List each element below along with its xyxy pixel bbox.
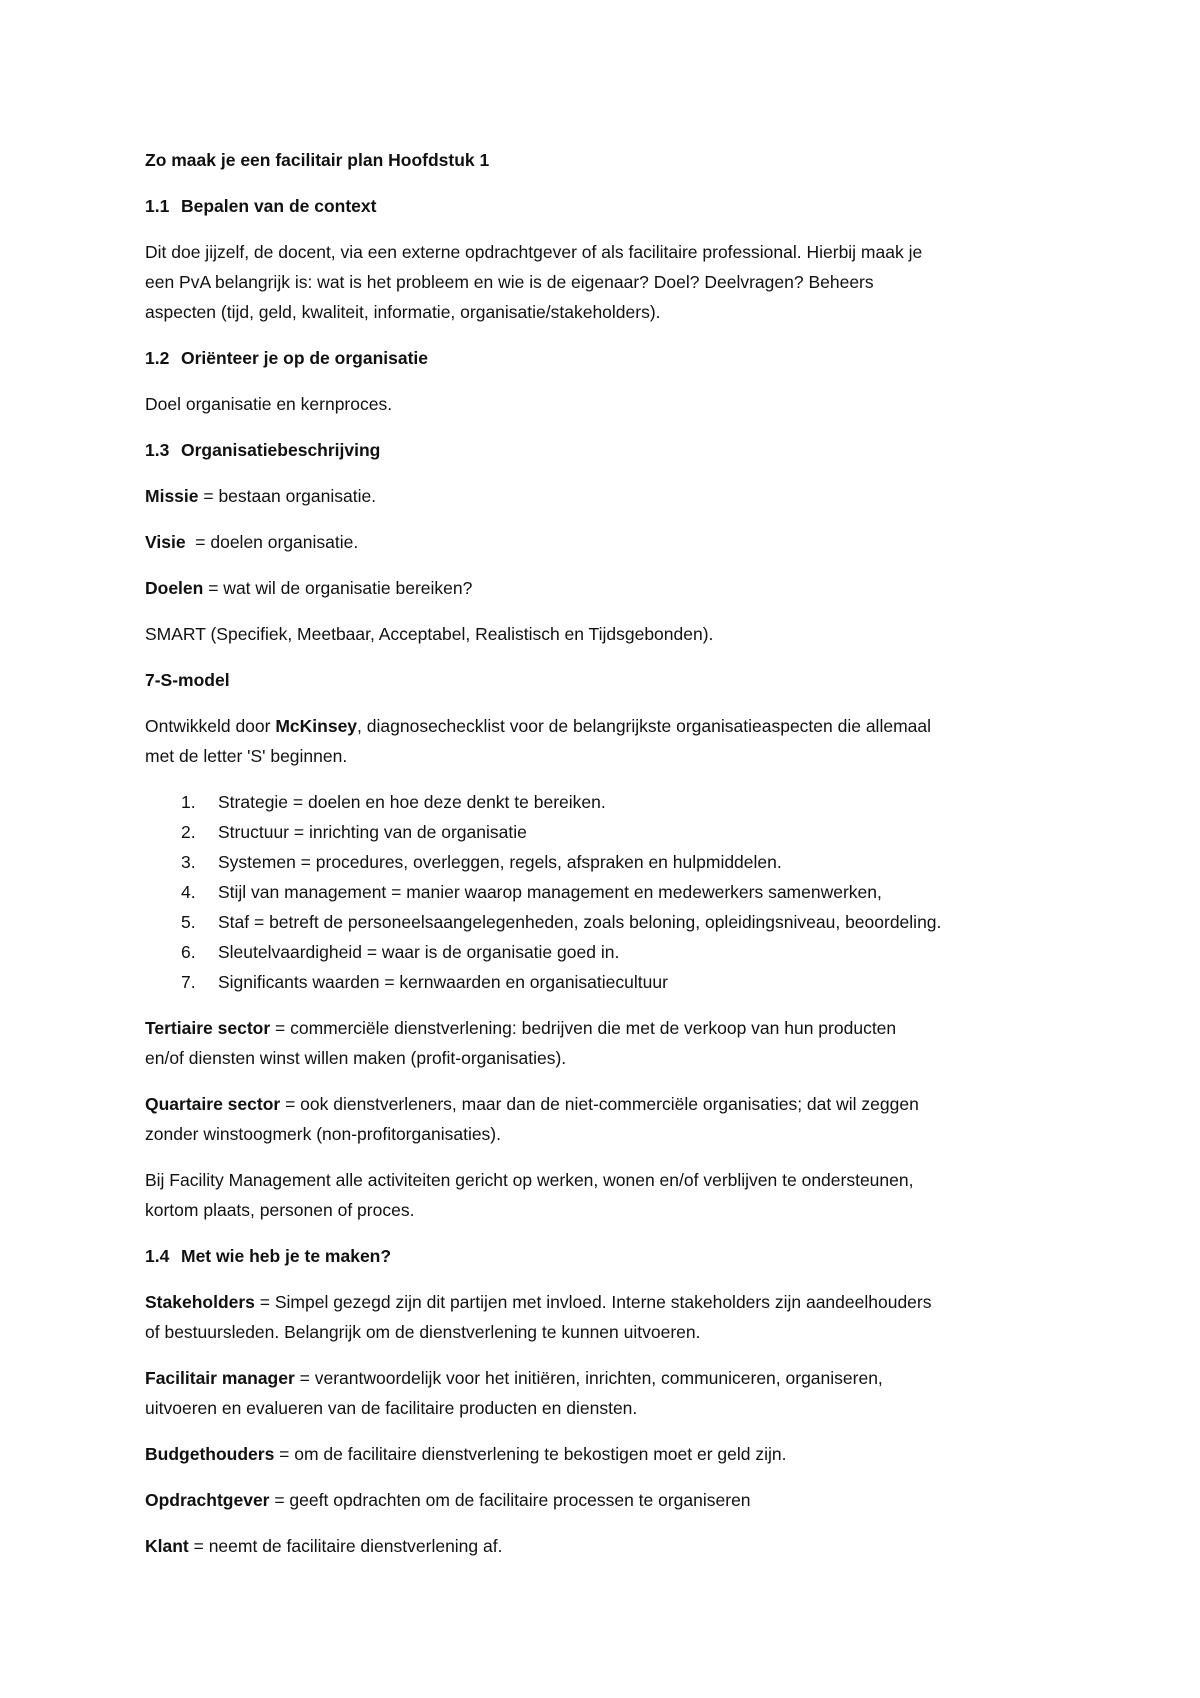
term: Budgethouders: [145, 1444, 275, 1464]
paragraph-facility-management: [145, 1165, 1065, 1225]
list-text: Structuur = inrichting van de organisatie: [218, 822, 527, 842]
definition-opdrachtgever: [145, 1485, 1065, 1515]
section-heading-1-1: [145, 191, 1065, 221]
section-heading-1-2: [145, 343, 1065, 373]
list-number: 7.: [181, 972, 196, 992]
paragraph-line: [145, 711, 1065, 741]
text-run: Ontwikkeld door: [145, 716, 276, 736]
section-number: 1.2: [145, 348, 170, 368]
definition-visie: [145, 527, 1065, 557]
paragraph-line: en/of diensten winst willen maken (profit-organisaties).: [145, 1048, 567, 1068]
section-title: Met wie heb je te maken?: [181, 1246, 392, 1266]
term: Quartaire sector: [145, 1094, 281, 1114]
7s-list: [145, 787, 1065, 997]
paragraph-line: aspecten (tijd, geld, kwaliteit, informatie, organisatie/stakeholders).: [145, 302, 661, 322]
section-heading-1-3: [145, 435, 1065, 465]
paragraph-7s-intro: [145, 711, 1065, 771]
definition: = commerciële dienstverlening: bedrijven die met de verkoop van hun producten: [270, 1018, 897, 1038]
section-title: Oriënteer je op de organisatie: [181, 348, 429, 368]
paragraph-line: een PvA belangrijk is: wat is het probleem en wie is de eigenaar? Doel? Deelvragen? Beheers: [145, 272, 874, 292]
subheading-7s-model: 7-S-model: [145, 670, 230, 690]
list-item: [145, 967, 1065, 997]
definition: = Simpel gezegd zijn dit partijen met invloed. Interne stakeholders zijn aandeelhouders: [254, 1292, 932, 1312]
term: McKinsey: [275, 716, 358, 736]
paragraph-line: [145, 1089, 1065, 1119]
list-text: Systemen = procedures, overleggen, regels, afspraken en hulpmiddelen.: [218, 852, 782, 872]
list-number: 5.: [181, 912, 196, 932]
list-text: Strategie = doelen en hoe deze denkt te bereiken.: [218, 792, 606, 812]
definition: = ook dienstverleners, maar dan de niet-commerciële organisaties; dat wil zeggen: [280, 1094, 919, 1114]
paragraph-line: uitvoeren en evalueren van de facilitaire producten en diensten.: [145, 1398, 638, 1418]
paragraph-smart: SMART (Specifiek, Meetbaar, Acceptabel, Realistisch en Tijdsgebonden).: [145, 624, 714, 644]
definition: = wat wil de organisatie bereiken?: [203, 578, 473, 598]
section-number: 1.4: [145, 1246, 170, 1266]
definition-quartaire-sector: [145, 1089, 1065, 1149]
paragraph-line: [145, 1363, 1065, 1393]
section-number: 1.3: [145, 440, 170, 460]
list-text: Sleutelvaardigheid = waar is de organisatie goed in.: [218, 942, 620, 962]
definition: = geeft opdrachten om de facilitaire processen te organiseren: [269, 1490, 751, 1510]
list-number: 4.: [181, 882, 196, 902]
list-text: Staf = betreft de personeelsaangelegenheden, zoals beloning, opleidingsniveau, beoordeling.: [218, 912, 942, 932]
paragraph-orientation: Doel organisatie en kernproces.: [145, 394, 393, 414]
definition-facilitair-manager: [145, 1363, 1065, 1423]
term: Opdrachtgever: [145, 1490, 270, 1510]
paragraph-line: zonder winstoogmerk (non-profitorganisaties).: [145, 1124, 501, 1144]
list-item: [145, 787, 1065, 817]
paragraph-line: kortom plaats, personen of proces.: [145, 1200, 415, 1220]
term: Tertiaire sector: [145, 1018, 271, 1038]
list-text: Significants waarden = kernwaarden en organisatiecultuur: [218, 972, 668, 992]
list-item: [145, 847, 1065, 877]
definition-doelen: [145, 573, 1065, 603]
definition: = bestaan organisatie.: [198, 486, 377, 506]
list-item: [145, 817, 1065, 847]
list-item: [145, 937, 1065, 967]
definition-stakeholders: [145, 1287, 1065, 1347]
list-item: [145, 907, 1065, 937]
document-title: Zo maak je een facilitair plan Hoofdstuk 1: [145, 150, 490, 170]
paragraph-line: [145, 1287, 1065, 1317]
definition: = om de facilitaire dienstverlening te bekostigen moet er geld zijn.: [274, 1444, 787, 1464]
list-item: [145, 877, 1065, 907]
text-run: , diagnosechecklist voor de belangrijkste organisatieaspecten die allemaal: [357, 716, 932, 736]
paragraph-line: [145, 1013, 1065, 1043]
term: Klant: [145, 1536, 189, 1556]
paragraph-line: of bestuursleden. Belangrijk om de dienstverlening te kunnen uitvoeren.: [145, 1322, 701, 1342]
list-number: 2.: [181, 822, 196, 842]
section-number: 1.1: [145, 196, 170, 216]
definition: = verantwoordelijk voor het initiëren, inrichten, communiceren, organiseren,: [294, 1368, 883, 1388]
definition: = doelen organisatie.: [185, 532, 359, 552]
definition-klant: [145, 1531, 1065, 1561]
document-body: [145, 145, 1065, 1577]
section-heading-1-4: [145, 1241, 1065, 1271]
paragraph-line: Dit doe jijzelf, de docent, via een externe opdrachtgever of als facilitaire professional. Hierbij maak je: [145, 242, 923, 262]
paragraph-context: [145, 237, 1065, 327]
definition: = neemt de facilitaire dienstverlening af.: [188, 1536, 503, 1556]
term: Doelen: [145, 578, 204, 598]
list-number: 1.: [181, 792, 196, 812]
paragraph-line: met de letter 'S' beginnen.: [145, 746, 348, 766]
term: Visie: [145, 532, 186, 552]
term: Missie: [145, 486, 199, 506]
paragraph-line: Bij Facility Management alle activiteiten gericht op werken, wonen en/of verblijven te ondersteunen,: [145, 1170, 914, 1190]
section-title: Bepalen van de context: [181, 196, 377, 216]
list-number: 6.: [181, 942, 196, 962]
list-number: 3.: [181, 852, 196, 872]
list-text: Stijl van management = manier waarop management en medewerkers samenwerken,: [218, 882, 882, 902]
definition-missie: [145, 481, 1065, 511]
definition-budgethouders: [145, 1439, 1065, 1469]
term: Facilitair manager: [145, 1368, 295, 1388]
definition-tertiaire-sector: [145, 1013, 1065, 1073]
section-title: Organisatiebeschrijving: [181, 440, 381, 460]
term: Stakeholders: [145, 1292, 255, 1312]
